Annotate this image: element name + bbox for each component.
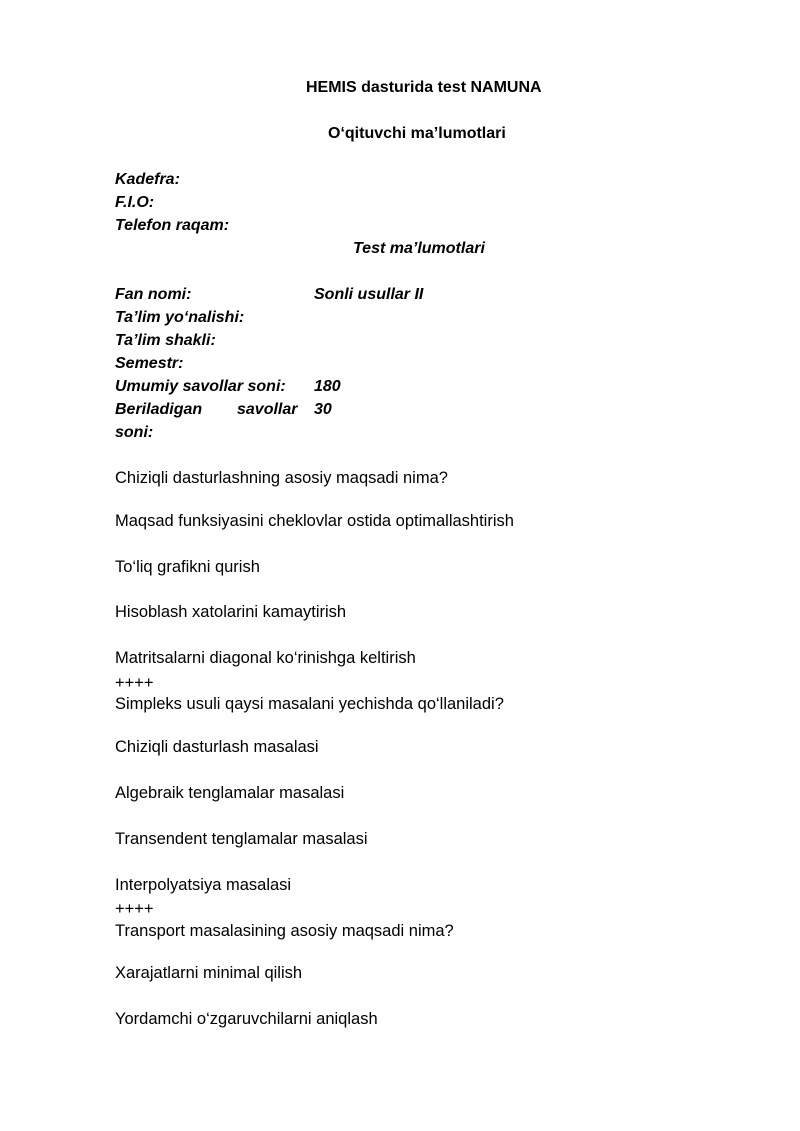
answer-3-1: Xarajatlarni minimal qilish [115, 964, 303, 982]
umumiy-savollar-label: Umumiy savollar soni: [115, 378, 286, 395]
question-2: Simpleks usuli qaysi masalani yechishda qo‘llaniladi? [115, 695, 504, 713]
answer-1-2: To‘liq grafikni qurish [115, 558, 260, 576]
test-section-heading: Test ma’lumotlari [353, 240, 485, 257]
fan-nomi-value: Sonli usullar II [314, 286, 424, 303]
answer-2-3: Transendent tenglamalar masalasi [115, 830, 368, 848]
answer-2-2: Algebraik tenglamalar masalasi [115, 784, 345, 802]
beriladigan-label-part1: Beriladigan [115, 401, 203, 418]
beriladigan-label-part3: soni: [115, 424, 154, 441]
answer-3-2: Yordamchi o‘zgaruvchilarni aniqlash [115, 1010, 378, 1028]
question-1: Chiziqli dasturlashning asosiy maqsadi nima? [115, 469, 448, 487]
talim-shakli-label: Ta’lim shakli: [115, 332, 216, 349]
answer-2-4: Interpolyatsiya masalasi [115, 876, 292, 894]
beriladigan-savollar-value: 30 [314, 401, 332, 418]
answer-1-4: Matritsalarni diagonal ko‘rinishga keltirish [115, 649, 416, 667]
answer-1-1: Maqsad funksiyasini cheklovlar ostida optimallashtirish [115, 512, 514, 530]
separator-2: ++++ [115, 900, 154, 918]
answer-2-1: Chiziqli dasturlash masalasi [115, 738, 319, 756]
telefon-label: Telefon raqam: [115, 217, 230, 234]
talim-yonalishi-label: Ta’lim yo‘nalishi: [115, 309, 245, 326]
answer-1-3: Hisoblash xatolarini kamaytirish [115, 603, 347, 621]
fio-label: F.I.O: [115, 194, 155, 211]
umumiy-savollar-value: 180 [314, 378, 341, 395]
question-3: Transport masalasining asosiy maqsadi nima? [115, 922, 454, 940]
document-title: HEMIS dasturida test NAMUNA [306, 79, 542, 96]
semestr-label: Semestr: [115, 355, 184, 372]
kafedra-label: Kadefra: [115, 171, 180, 188]
separator-1: ++++ [115, 674, 154, 692]
teacher-section-heading: O‘qituvchi ma’lumotlari [328, 125, 506, 142]
beriladigan-label-part2: savollar [237, 401, 298, 418]
fan-nomi-label: Fan nomi: [115, 286, 192, 303]
